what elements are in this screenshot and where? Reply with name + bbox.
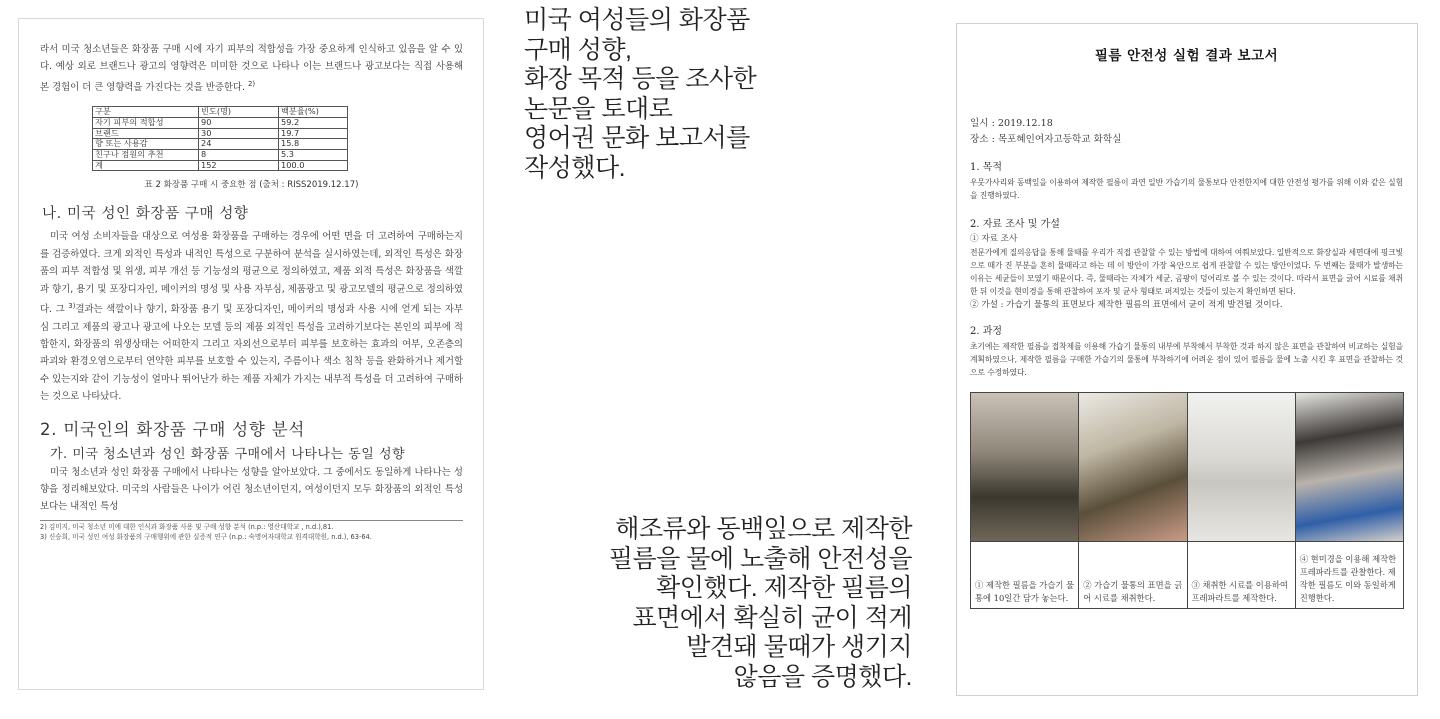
caption-line: 발견돼 물때가 생기지	[686, 633, 912, 661]
table-cell: 5.3	[279, 150, 348, 161]
table-row	[93, 150, 348, 161]
body-paragraph: 우뭇가사리와 동백잎을 이용하여 제작한 필름이 과연 일반 가습기의 물통보다 안전한지에 대한 안전성 평가를 위해 이와 같은 실험을 진행하였다.	[970, 178, 1403, 201]
table-row	[93, 128, 348, 139]
table-header-row	[93, 107, 348, 118]
table-cell: 100.0	[279, 160, 348, 171]
body-paragraph: 전문가에게 질의응답을 통해 물때를 우리가 직접 관찰할 수 있는 방법에 대하여 여쭤보았다. 일반적으로 화장실과 세면대에 핑크빛으로 때가 진 부분을 흔히 물때라고 하는 데 이 방안이 가장 육안으로 쉽게 관찰할 수 있는 방안이었다. 두 번째는 물때가 발생하는 이유는 세균들이 모였기 때문이다. 즉, 물때라는 자체가 세균, 곰팡이 덩어리로 볼 수 있는 것이다. 따라서 표면을 긁어 시료를 채취한 뒤 이것을 현미경을 통해 관찰하여 포자 및 균사 형태로 퍼져있는 것들이 있는지 확인하면 된다.	[970, 247, 1403, 297]
experiment-step-row	[970, 542, 1404, 609]
section-heading: 1. 목적	[970, 162, 1003, 173]
purchase-factor-table-wrap	[92, 106, 348, 171]
report-title: 필름 안전성 실험 결과 보고서	[1094, 48, 1279, 64]
section-heading: 2. 자료 조사 및 가설	[970, 218, 1060, 230]
chapter-heading: 2. 미국인의 화장품 구매 성향 분석	[40, 419, 306, 439]
cosmetics-report-page	[18, 18, 484, 690]
table-row	[93, 118, 348, 129]
table-cell: 브랜드	[93, 128, 199, 139]
caption-line: 표면에서 확실히 균이 적게	[632, 603, 912, 632]
table-row	[93, 139, 348, 150]
body-paragraph	[40, 228, 463, 405]
subsection-label: ① 자료 조사	[970, 233, 1018, 244]
paragraph-text: 결과는 색깔이나 향기, 화장품 용기 및 포장디자인, 메이커의 명성과 사용 시에 얻게 되는 자부심 그리고 제품의 광고나 광고에 나오는 모델 등의 제품 외적인 특성을 고려하기보다는 본인의 피부에 적합한지, 화장품의 위생상태는 어떠한지 그리고 자외선으로부터 피부를 보호하는 효과의 여부, 오존층의 파괴와 환경오염으로부터 연약한 피부를 보호할 수 있는지, 주름이나 색소 침착 등을 완화하거나 제거할 수 있는지와 같이 기능성이 얼마나 뛰어난가 하는 제품 자체가 가지는 내부적 특성을 더 고려하여 구매하는 것으로 나타났다.	[40, 304, 463, 403]
top-caption	[524, 6, 824, 183]
footnote: 2) 김미지, 미국 청소년 미에 대한 인식과 화장품 사용 및 구매 성향 분석 (n.p.: 영산대학교 , n.d.),81.	[40, 522, 334, 531]
caption-line: 작성했다.	[524, 153, 626, 182]
paragraph-text: 미국 여성 소비자들을 대상으로 여성용 화장품을 구매하는 경우에 어떤 면을 더 고려하여 구매하는지를 검증하였다. 크게 외적인 특성과 내적인 특성으로 구분하여 분석을 실시하였는데, 외적인 특성은 화장품의 피부 적합성 및 위생, 피부 개선 등 기능성의 평균으로 정의하였고, 제품 외적 특성은 화장품을 색깔과 향기, 용기 및 포장디자인, 메이커의 명성 및 사용 자부심, 제품광고 및 광고모델의 평균으로 정의하였다. 그	[40, 231, 463, 316]
report-date: 일시 : 2019.12.18	[970, 118, 1053, 129]
table-cell: 자기 피부의 적합성	[93, 118, 199, 129]
section-heading: 2. 과정	[970, 325, 1003, 337]
section-heading: 가. 미국 청소년과 성인 화장품 구매에서 나타나는 동일 성향	[50, 446, 406, 462]
caption-line: 필름을 물에 노출해 안전성을	[608, 544, 912, 573]
caption-line: 화장 목적 등을 조사한	[524, 65, 757, 93]
table-cell: 19.7	[279, 128, 348, 139]
body-paragraph: 미국 청소년과 성인 화장품 구매에서 나타나는 성향을 알아보았다. 그 중에서도 동일하게 나타나는 성향을 정리해보았다. 미국의 사람들은 나이가 어린 청소년이던지, 여성이던지 모두 화장품의 외적인 특성보다는 내적인 특성	[40, 466, 463, 513]
caption-line: 미국 여성들의 화장품	[524, 6, 750, 34]
step-cell	[971, 542, 1079, 608]
table-header-cell: 구분	[93, 107, 199, 118]
table-cell: 152	[199, 160, 279, 171]
prepared-slide-photo	[1188, 393, 1296, 541]
step-text: ① 제작한 필름을 가습기 물통에 10일간 담가 놓는다.	[975, 579, 1074, 603]
step-cell	[1188, 542, 1296, 608]
table-row	[93, 160, 348, 171]
film-in-humidifier-photo	[971, 393, 1079, 541]
body-paragraph	[40, 41, 463, 96]
experiment-report-page	[956, 23, 1418, 696]
table-cell: 친구나 점원의 추천	[93, 150, 199, 161]
table-cell: 24	[199, 139, 279, 150]
step-text: ③ 채취한 시료를 이용하여 프레파라트를 제작한다.	[1191, 579, 1288, 603]
table-cell: 15.8	[279, 139, 348, 150]
experiment-photo-strip	[970, 392, 1404, 542]
footnote: 3) 신승희, 미국 성인 여성 화장품의 구매행위에 관한 실증적 연구 (n.p.: 숙명여자대학교 원격대학원, n.d.), 63-64.	[40, 533, 372, 542]
table-cell: 59.2	[279, 118, 348, 129]
step-cell	[1079, 542, 1187, 608]
hypothesis-line: ② 가설 : 가습기 물통의 표면보다 제작한 필름의 표면에서 균이 적게 발견될 것이다.	[970, 299, 1283, 310]
step-cell	[1296, 542, 1403, 608]
caption-line: 구매 성향,	[524, 35, 632, 64]
purchase-factor-table	[92, 106, 348, 171]
footnote-ref: 2)	[247, 79, 256, 88]
step-text: ④ 현미경을 이용해 제작한 프레파라트를 관찰한다. 제작한 필름도 이와 동일하게 진행한다.	[1299, 553, 1397, 603]
caption-line: 해조류와 동백잎으로 제작한	[615, 515, 912, 543]
bottom-caption	[586, 515, 912, 692]
table-cell: 8	[199, 150, 279, 161]
caption-line: 확인했다. 제작한 필름의	[656, 574, 912, 602]
table-caption: 표 2 화장품 구매 시 중요한 점 (출처 : RISS2019.12.17)	[144, 180, 359, 191]
table-cell: 90	[199, 118, 279, 129]
table-cell: 계	[93, 160, 199, 171]
body-paragraph: 초기에는 제작한 필름을 접착제를 이용해 가습기 물통의 내부에 부착해서 부착한 것과 하지 않은 표면을 관찰하여 비교하는 실험을 계획하였으나, 제작한 필름을 구매한 가습기의 물통에 부착하기에 어려운 점이 있어 필름을 물에 노출 시킨 후 표면을 관찰하는 것으로 수정하였다.	[970, 341, 1403, 378]
table-header-cell: 빈도(명)	[199, 107, 279, 118]
table-cell: 향 또는 사용감	[93, 139, 199, 150]
paragraph-text: 라서 미국 청소년들은 화장품 구매 시에 자기 피부의 적합성을 가장 중요하게 인식하고 있음을 알 수 있다. 예상 외로 브랜드나 광고의 영향력은 미미한 것으로 나타나 이는 브랜드나 광고보다는 직접 사용해 본 경험이 더 큰 영향력을 가진다는 것을 반증한다.	[40, 44, 463, 93]
table-header-cell: 백분율(%)	[279, 107, 348, 118]
report-place: 장소 : 목포혜인여자고등학교 화학실	[970, 134, 1122, 145]
section-heading: 나. 미국 성인 화장품 구매 성향	[42, 206, 249, 223]
table-cell: 30	[199, 128, 279, 139]
step-text: ② 가습기 물통의 표면을 긁어 시료를 채취한다.	[1083, 579, 1183, 603]
footnote-ref: 3)	[68, 302, 76, 311]
caption-line: 영어권 문화 보고서를	[524, 124, 750, 152]
footnote-divider	[40, 520, 463, 521]
microscope-observation-photo	[1296, 393, 1403, 541]
sample-scraping-photo	[1079, 393, 1187, 541]
caption-line: 않음을 증명했다.	[733, 662, 912, 691]
caption-line: 논문을 토대로	[524, 94, 673, 123]
